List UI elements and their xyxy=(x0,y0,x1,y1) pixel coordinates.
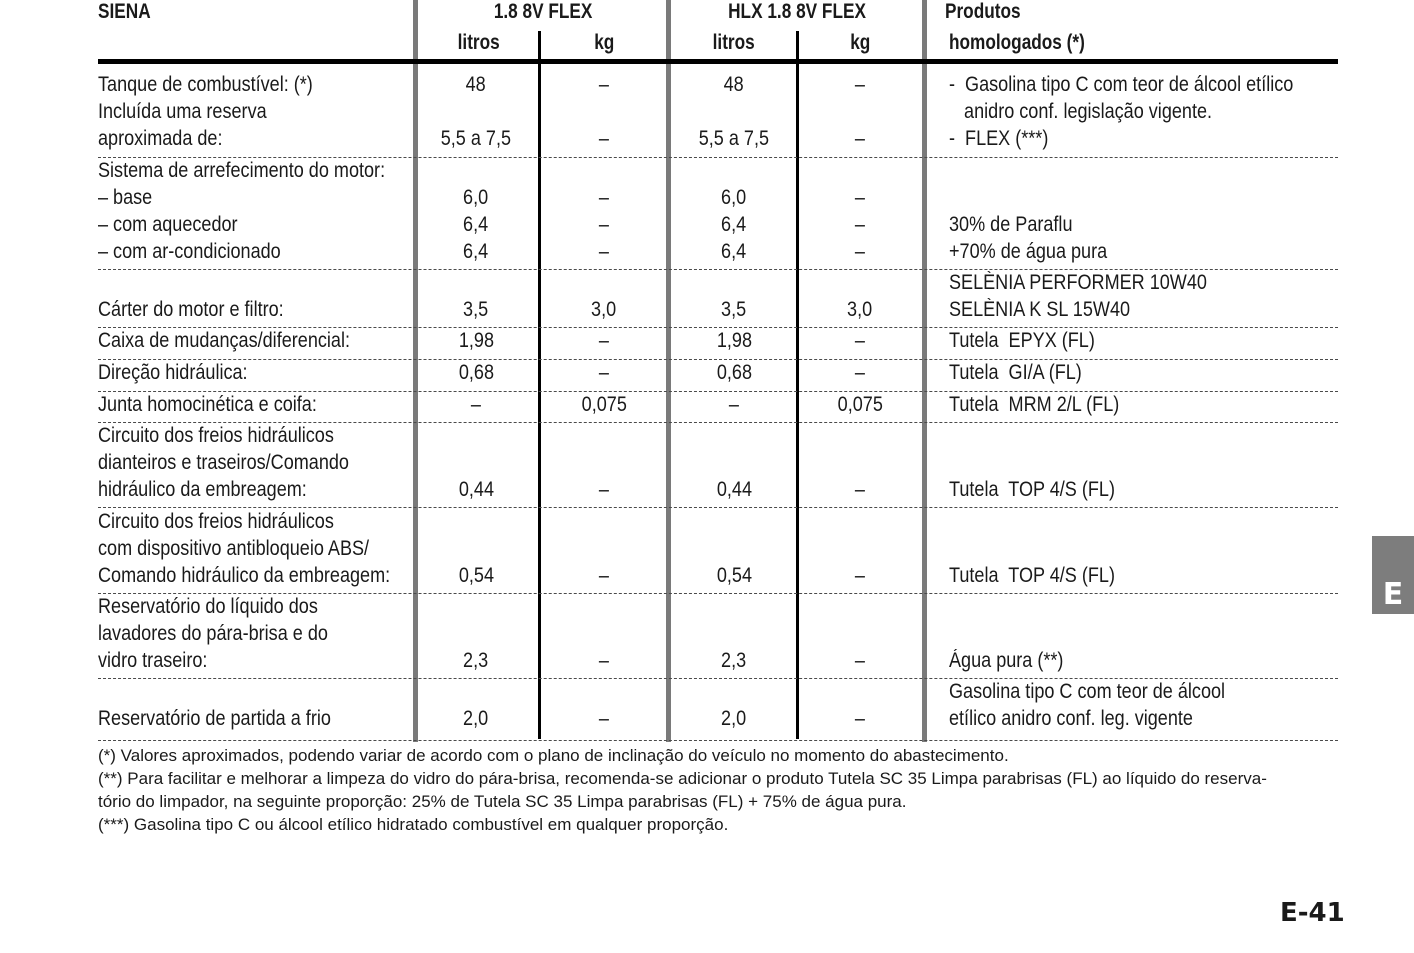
value-cell xyxy=(542,678,666,705)
value-cell xyxy=(542,593,666,620)
value-cell: – xyxy=(598,564,610,587)
value-cell: 6,0 xyxy=(463,186,489,209)
value-cell xyxy=(420,422,532,449)
row-separator xyxy=(98,740,1338,741)
value-cell: – xyxy=(854,707,866,730)
row-label: – com ar-condicionado xyxy=(98,240,281,263)
model-title: SIENA xyxy=(98,0,151,23)
value-cell: 0,68 xyxy=(458,361,494,384)
value-cell: – xyxy=(854,127,866,150)
value-cell xyxy=(542,449,666,476)
value-cell xyxy=(420,678,532,705)
row-separator xyxy=(98,391,1338,392)
value-cell: 2,0 xyxy=(463,707,489,730)
value-cell: – xyxy=(854,649,866,672)
value-cell: 3,0 xyxy=(847,298,873,321)
row-label: Sistema de arrefecimento do motor: xyxy=(98,159,386,182)
value-cell: 0,54 xyxy=(458,564,494,587)
value-cell: – xyxy=(598,329,610,352)
value-cell: 1,98 xyxy=(458,329,494,352)
value-cell: – xyxy=(854,478,866,501)
product-spec: Tutela TOP 4/S (FL) xyxy=(949,564,1115,587)
value-cell: – xyxy=(598,240,610,263)
value-cell xyxy=(800,678,920,705)
value-cell: – xyxy=(854,361,866,384)
value-cell: 48 xyxy=(465,73,487,96)
row-label: com dispositivo antibloqueio ABS/ xyxy=(98,537,370,560)
value-cell: 3,5 xyxy=(463,298,489,321)
value-cell: – xyxy=(854,240,866,263)
value-cell xyxy=(800,620,920,647)
row-label: Comando hidráulico da embreagem: xyxy=(98,564,391,587)
row-label: Direção hidráulica: xyxy=(98,361,248,384)
row-label: lavadores do pára-brisa e do xyxy=(98,622,328,645)
value-cell xyxy=(420,508,532,535)
footnote-1: (*) Valores aproximados, podendo variar de acordo com o plano de inclinação do veículo no momento do abastecimento. xyxy=(98,746,1009,765)
row-separator xyxy=(98,359,1338,360)
value-cell: – xyxy=(854,564,866,587)
value-cell: 6,4 xyxy=(463,213,489,236)
value-cell xyxy=(542,422,666,449)
value-cell: 6,4 xyxy=(721,240,747,263)
row-label: Junta homocinética e coifa: xyxy=(98,393,317,416)
value-cell xyxy=(800,157,920,184)
value-cell: – xyxy=(598,707,610,730)
value-cell xyxy=(420,98,532,125)
value-cell: 48 xyxy=(723,73,745,96)
row-label: hidráulico da embreagem: xyxy=(98,478,307,501)
value-cell: 6,4 xyxy=(463,240,489,263)
column-rule xyxy=(666,0,671,742)
value-cell xyxy=(672,678,796,705)
value-cell xyxy=(420,593,532,620)
value-cell xyxy=(542,157,666,184)
value-cell: 2,3 xyxy=(721,649,747,672)
value-cell xyxy=(420,535,532,562)
row-label: Reservatório do líquido dos xyxy=(98,595,318,618)
value-cell xyxy=(800,269,920,296)
value-cell: – xyxy=(598,186,610,209)
version2-heading: HLX 1.8 8V FLEX xyxy=(728,0,866,23)
product-spec: SELÈNIA K SL 15W40 xyxy=(949,298,1131,321)
value-cell xyxy=(672,449,796,476)
value-cell: 0,54 xyxy=(716,564,752,587)
value-cell: 0,44 xyxy=(458,478,494,501)
value-cell xyxy=(800,449,920,476)
products-subheading: homologados (*) xyxy=(949,31,1085,54)
value-cell xyxy=(672,98,796,125)
value-cell xyxy=(420,269,532,296)
value-cell: – xyxy=(854,329,866,352)
column-rule xyxy=(922,0,927,742)
value-cell xyxy=(800,508,920,535)
value-cell xyxy=(800,535,920,562)
row-separator xyxy=(98,678,1338,679)
value-cell: – xyxy=(598,478,610,501)
value-cell: 2,3 xyxy=(463,649,489,672)
product-spec: - FLEX (***) xyxy=(949,127,1049,150)
value-cell: 6,4 xyxy=(721,213,747,236)
value-cell: – xyxy=(598,73,610,96)
value-cell: 0,44 xyxy=(716,478,752,501)
row-label: Incluída uma reserva xyxy=(98,100,267,123)
page-number: E-41 xyxy=(1280,898,1345,928)
value-cell xyxy=(542,508,666,535)
product-spec: SELÈNIA PERFORMER 10W40 xyxy=(949,271,1207,294)
section-tab: E xyxy=(1372,536,1414,614)
product-spec: etílico anidro conf. leg. vigente xyxy=(949,707,1193,730)
product-spec: anidro conf. legislação vigente. xyxy=(949,100,1213,123)
value-cell xyxy=(542,269,666,296)
value-cell: 5,5 a 7,5 xyxy=(698,127,770,150)
value-cell: – xyxy=(598,127,610,150)
value-cell xyxy=(672,422,796,449)
product-spec: Tutela EPYX (FL) xyxy=(949,329,1095,352)
value-cell: 3,0 xyxy=(591,298,617,321)
column-rule xyxy=(413,0,418,742)
unit-rule xyxy=(538,31,541,739)
value-cell: 1,98 xyxy=(716,329,752,352)
footnote-3: (***) Gasolina tipo C ou álcool etílico hidratado combustível em qualquer proporção. xyxy=(98,815,729,834)
row-separator xyxy=(98,593,1338,594)
value-cell: 2,0 xyxy=(721,707,747,730)
unit-kg-2: kg xyxy=(849,31,871,54)
value-cell: 0,075 xyxy=(837,393,883,416)
value-cell: – xyxy=(598,649,610,672)
row-separator xyxy=(98,422,1338,423)
value-cell xyxy=(672,593,796,620)
row-label: Cárter do motor e filtro: xyxy=(98,298,284,321)
product-spec: Tutela GI/A (FL) xyxy=(949,361,1082,384)
product-spec: Água pura (**) xyxy=(949,649,1064,672)
products-heading: Produtos xyxy=(945,0,1021,23)
value-cell xyxy=(542,98,666,125)
unit-rule xyxy=(796,31,799,739)
value-cell: – xyxy=(728,393,740,416)
value-cell: – xyxy=(598,361,610,384)
value-cell: – xyxy=(470,393,482,416)
value-cell xyxy=(672,157,796,184)
product-spec: 30% de Paraflu xyxy=(949,213,1073,236)
value-cell xyxy=(420,449,532,476)
value-cell xyxy=(542,620,666,647)
value-cell: 3,5 xyxy=(721,298,747,321)
product-spec: Tutela TOP 4/S (FL) xyxy=(949,478,1115,501)
value-cell xyxy=(672,620,796,647)
row-label: Circuito dos freios hidráulicos xyxy=(98,510,334,533)
value-cell xyxy=(672,269,796,296)
row-label: Caixa de mudanças/diferencial: xyxy=(98,329,350,352)
footnote-2-cont: tório do limpador, na seguinte proporção: 25% de Tutela SC 35 Limpa parabrisas (FL) + 75% de água pura. xyxy=(98,792,907,811)
version1-heading: 1.8 8V FLEX xyxy=(493,0,593,23)
footnote-2: (**) Para facilitar e melhorar a limpeza do vidro do pára-brisa, recomenda-se adicionar o produto Tutela SC 35 Limpa parabrisas (FL) ao líquido do reserva- xyxy=(98,769,1267,788)
value-cell xyxy=(672,508,796,535)
value-cell: 0,68 xyxy=(716,361,752,384)
row-separator xyxy=(98,157,1338,158)
row-label: – com aquecedor xyxy=(98,213,238,236)
header-rule xyxy=(98,59,1338,64)
row-label: vidro traseiro: xyxy=(98,649,208,672)
unit-kg-1: kg xyxy=(593,31,615,54)
row-separator xyxy=(98,507,1338,508)
value-cell xyxy=(420,620,532,647)
value-cell xyxy=(672,535,796,562)
value-cell xyxy=(800,422,920,449)
value-cell xyxy=(542,535,666,562)
row-separator xyxy=(98,327,1338,328)
row-label: Reservatório de partida a frio xyxy=(98,707,331,730)
value-cell: 5,5 a 7,5 xyxy=(440,127,512,150)
product-spec: +70% de água pura xyxy=(949,240,1108,263)
value-cell xyxy=(800,98,920,125)
row-label: dianteiros e traseiros/Comando xyxy=(98,451,349,474)
value-cell: – xyxy=(854,73,866,96)
value-cell: – xyxy=(854,186,866,209)
product-spec: Tutela MRM 2/L (FL) xyxy=(949,393,1120,416)
product-spec: - Gasolina tipo C com teor de álcool etílico xyxy=(949,73,1294,96)
unit-litros-1: litros xyxy=(457,31,501,54)
row-separator xyxy=(98,269,1338,270)
value-cell xyxy=(420,157,532,184)
row-label: Tanque de combustível: (*) xyxy=(98,73,313,96)
value-cell: – xyxy=(854,213,866,236)
row-label: aproximada de: xyxy=(98,127,223,150)
value-cell: – xyxy=(598,213,610,236)
product-spec: Gasolina tipo C com teor de álcool xyxy=(949,680,1226,703)
value-cell: 6,0 xyxy=(721,186,747,209)
value-cell: 0,075 xyxy=(581,393,627,416)
row-label: – base xyxy=(98,186,153,209)
value-cell xyxy=(800,593,920,620)
unit-litros-2: litros xyxy=(712,31,756,54)
row-label: Circuito dos freios hidráulicos xyxy=(98,424,334,447)
